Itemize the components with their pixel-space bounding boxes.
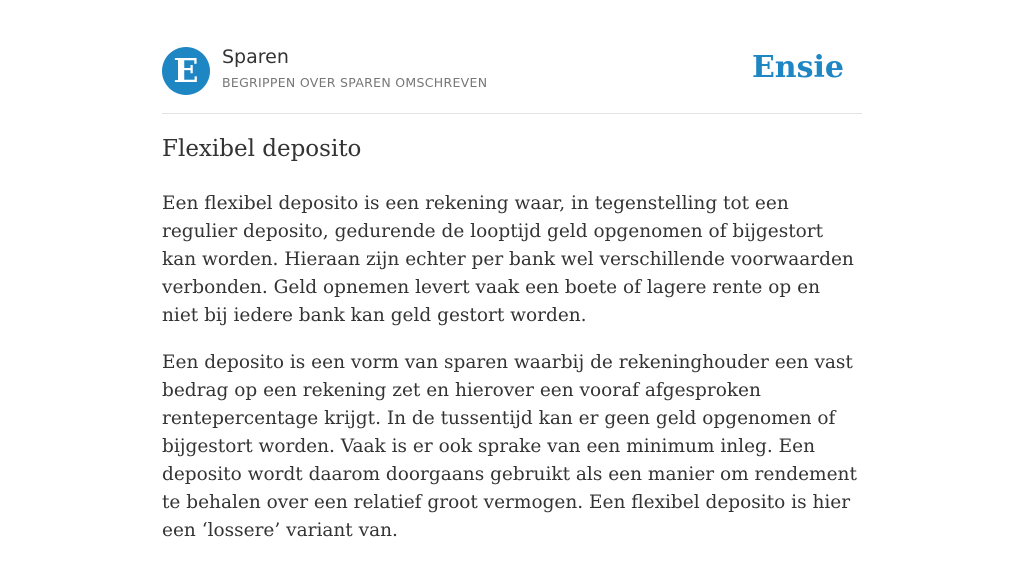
article-paragraph: Een flexibel deposito is een rekening waar, in tegenstelling tot een regulier deposito, gedurende de looptijd geld opgenomen of bijgestort kan worden. Hieraan zijn echter per bank wel verschillende voorwaarden verbonden. Geld opnemen levert vaak een boete of lagere rente op en niet bij iedere bank kan geld gestort worden. — [162, 193, 854, 326]
brand-logo[interactable]: Ensie — [751, 50, 844, 85]
site-header — [162, 46, 862, 96]
article-body — [162, 190, 862, 564]
site-title[interactable]: Sparen — [222, 46, 289, 68]
site-subtitle: BEGRIPPEN OVER SPAREN OMSCHREVEN — [222, 75, 488, 90]
ensie-logo-icon[interactable]: E — [162, 47, 210, 95]
article-paragraph: Een deposito is een vorm van sparen waarbij de rekeninghouder een vast bedrag op een rekening zet en hierover een vooraf afgesproken rentepercentage krijgt. In de tussentijd kan er geen geld opgenomen of bijgestort worden. Vaak is er ook sprake van een minimum inleg. Een deposito wordt daarom doorgaans gebruikt als een manier om rendement te behalen over een relatief groot vermogen. Een flexibel deposito is hier een ‘lossere’ variant van. — [162, 352, 857, 541]
article-title: Flexibel deposito — [162, 136, 362, 162]
header-divider — [162, 113, 862, 114]
